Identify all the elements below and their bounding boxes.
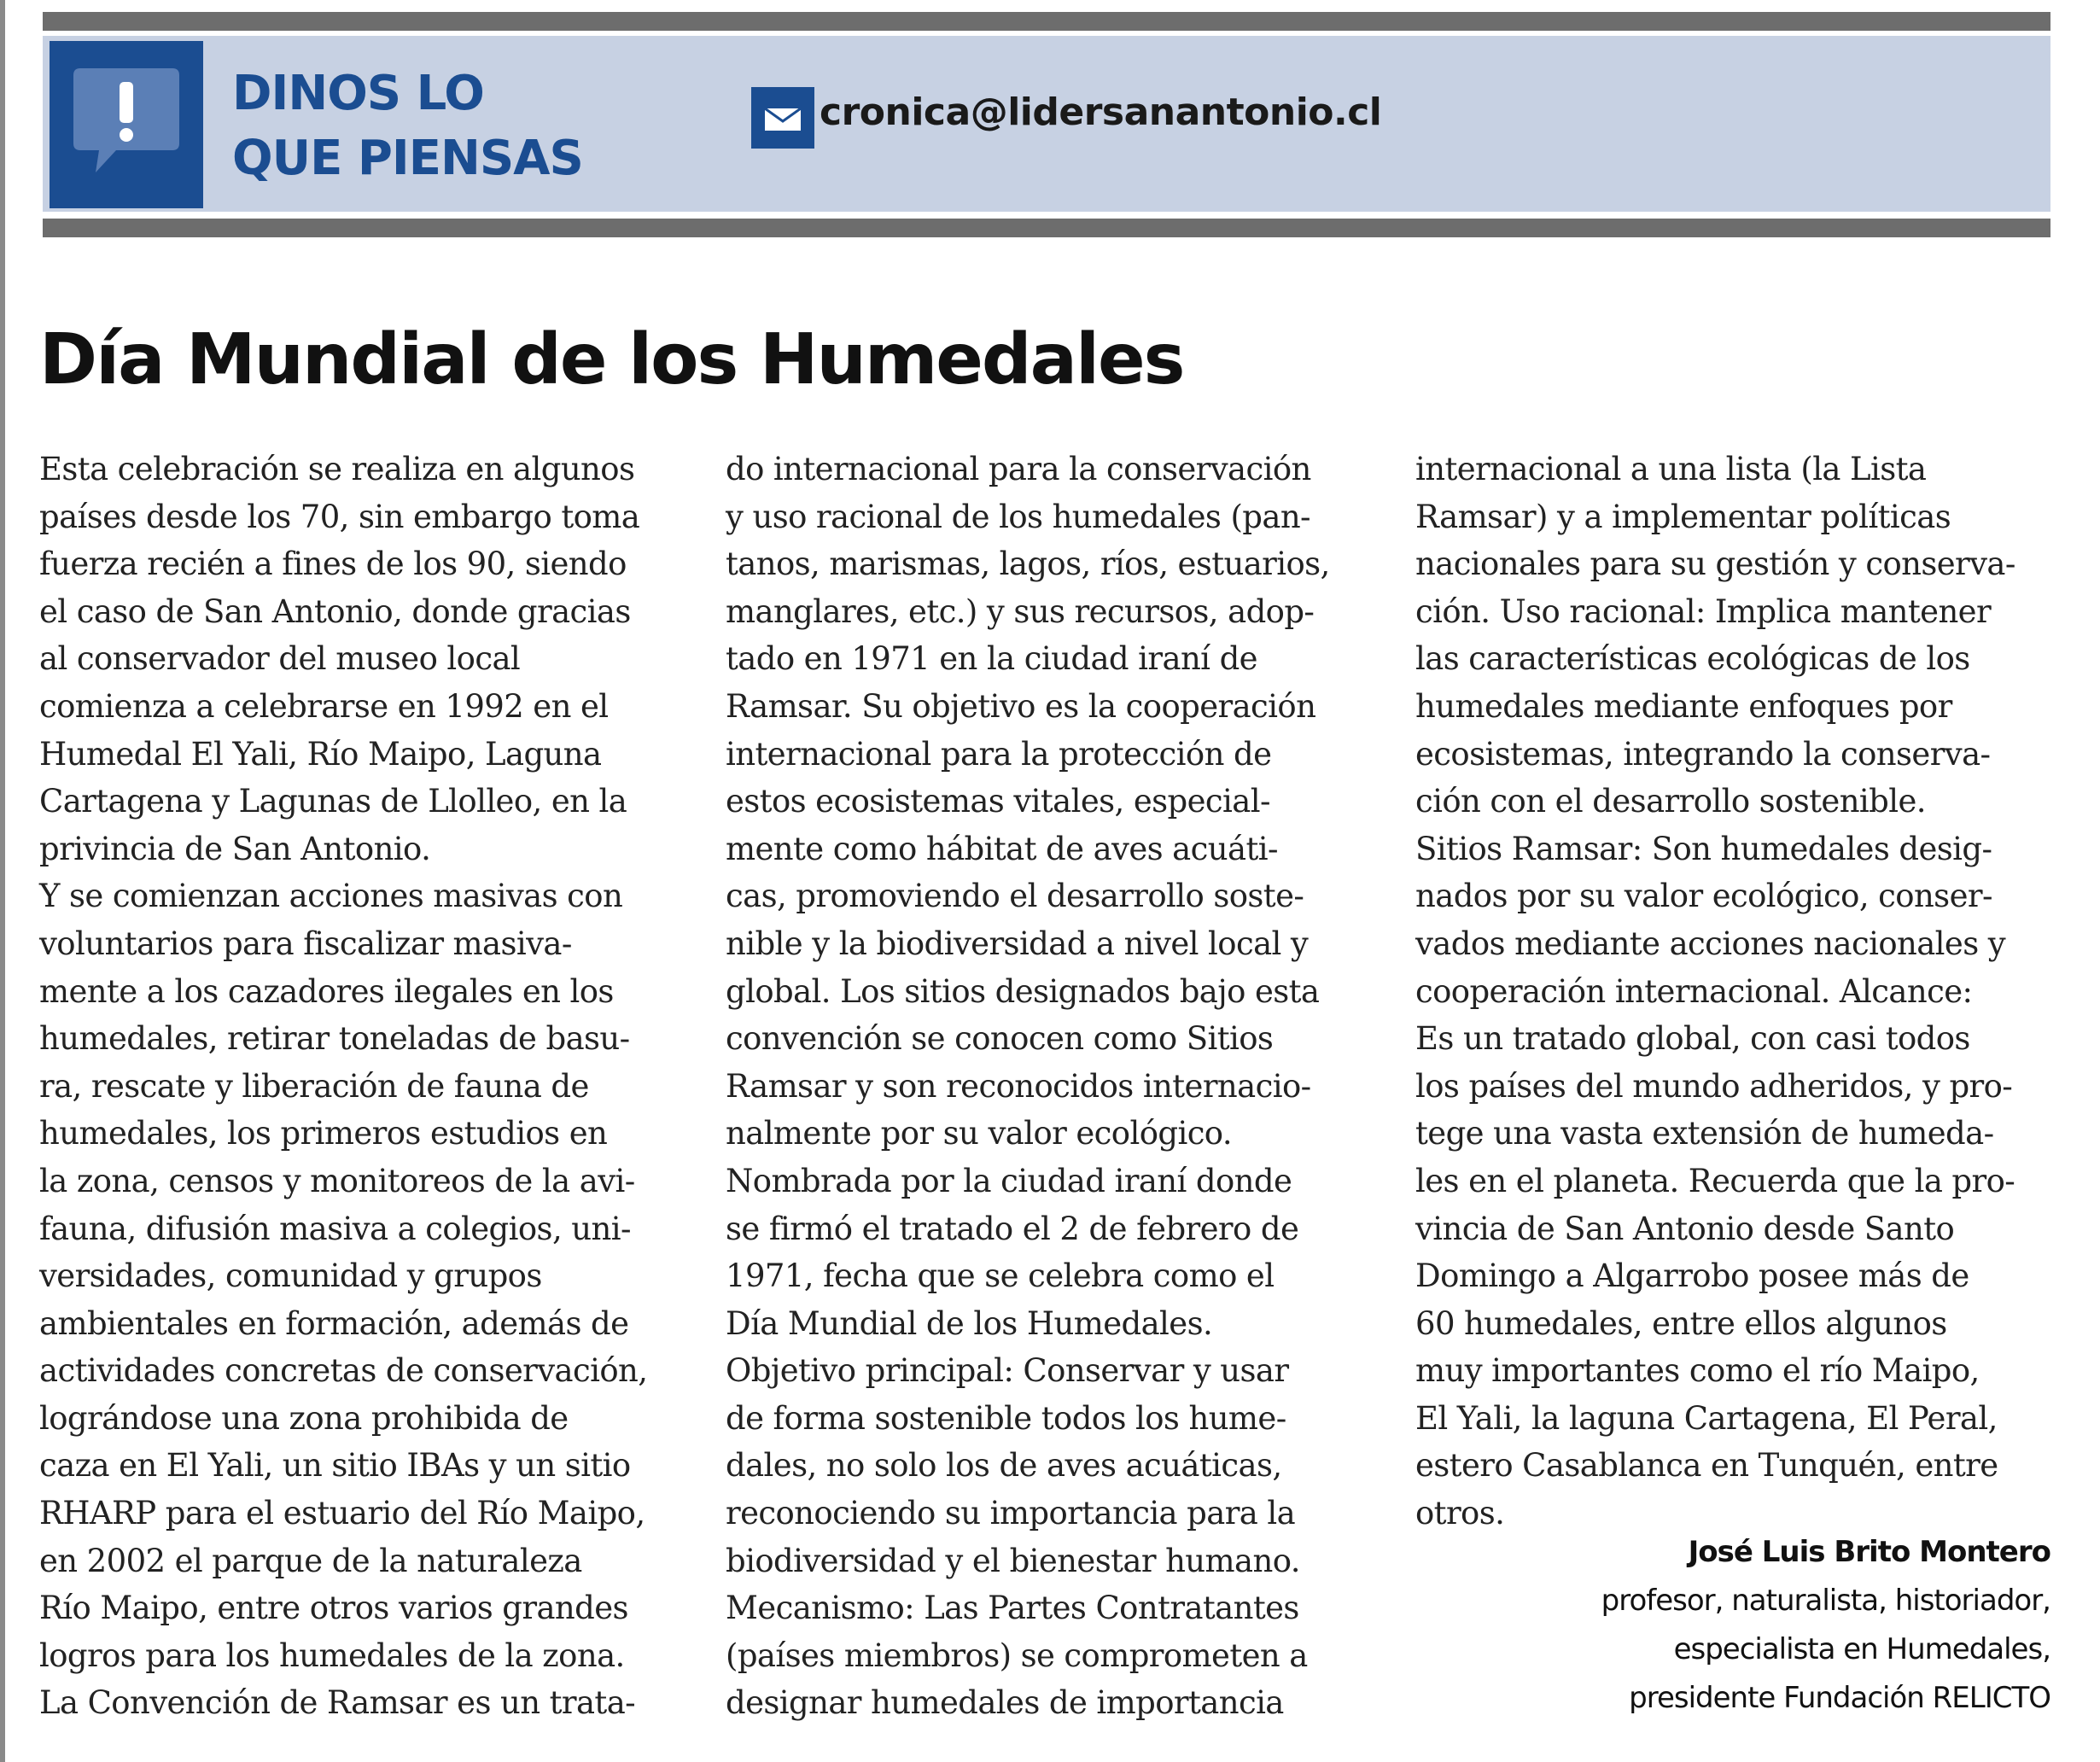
text-line: en 2002 el parque de la naturaleza xyxy=(39,1542,582,1579)
exclamation-badge xyxy=(50,41,203,208)
article-column-3 xyxy=(1415,446,2064,1537)
text-line: los países del mundo adheridos, y pro- xyxy=(1415,1067,2013,1105)
text-line: global. Los sitios designados bajo esta xyxy=(726,972,1320,1010)
text-line: privincia de San Antonio. xyxy=(39,830,431,867)
text-line: 60 humedales, entre ellos algunos xyxy=(1415,1304,1947,1342)
text-line: Domingo a Algarrobo posee más de xyxy=(1415,1257,1969,1295)
text-line: actividades concretas de conservación, xyxy=(39,1352,648,1390)
text-line: muy importantes como el río Maipo, xyxy=(1415,1352,1980,1390)
section-title-line-2: QUE PIENSAS xyxy=(232,131,583,186)
text-line: Cartagena y Lagunas de Llolleo, en la xyxy=(39,783,627,820)
text-line: mente a los cazadores ilegales en los xyxy=(39,972,614,1010)
text-line: Nombrada por la ciudad iraní donde xyxy=(726,1162,1292,1199)
article-column-1 xyxy=(39,446,688,1727)
text-line: Río Maipo, entre otros varios grandes xyxy=(39,1590,628,1627)
text-line: Sitios Ramsar: Son humedales desig- xyxy=(1415,830,1992,867)
header-bottom-rule xyxy=(43,219,2050,237)
text-line: comienza a celebrarse en 1992 en el xyxy=(39,687,609,725)
text-line: vincia de San Antonio desde Santo xyxy=(1415,1210,1955,1247)
text-line: manglares, etc.) y sus recursos, adop- xyxy=(726,592,1315,630)
text-line: cas, promoviendo el desarrollo soste- xyxy=(726,878,1304,915)
text-line: lográndose una zona prohibida de xyxy=(39,1399,569,1437)
text-line: las características ecológicas de los xyxy=(1415,640,1970,678)
section-title-line-1: DINOS LO xyxy=(232,66,484,121)
text-line: do internacional para la conservación xyxy=(726,451,1311,487)
text-line: nible y la biodiversidad a nivel local y xyxy=(726,925,1309,962)
text-line: Mecanismo: Las Partes Contratantes xyxy=(726,1590,1299,1627)
text-line: Ramsar) y a implementar políticas xyxy=(1415,498,1951,535)
author-title-line-3: presidente Fundación RELICTO xyxy=(1629,1681,2050,1715)
text-line: ción. Uso racional: Implica mantener xyxy=(1415,592,1992,630)
author-signature xyxy=(1601,1528,2050,1723)
left-margin-rule xyxy=(0,0,5,1762)
article-column-2 xyxy=(726,446,1374,1727)
speech-bubble-exclamation-icon xyxy=(67,61,186,190)
article-headline: Día Mundial de los Humedales xyxy=(39,319,1184,400)
text-line: estero Casablanca en Tunquén, entre xyxy=(1415,1447,1998,1485)
text-line: el caso de San Antonio, donde gracias xyxy=(39,592,631,630)
header-top-rule xyxy=(43,12,2050,31)
text-line: caza en El Yali, un sitio IBAs y un sitio xyxy=(39,1447,631,1485)
text-line: biodiversidad y el bienestar humano. xyxy=(726,1542,1300,1579)
text-line: (países miembros) se comprometen a xyxy=(726,1637,1308,1674)
text-line: fauna, difusión masiva a colegios, uni- xyxy=(39,1210,631,1247)
envelope-icon xyxy=(764,108,802,131)
text-line: humedales, los primeros estudios en xyxy=(39,1115,608,1152)
text-line: 1971, fecha que se celebra como el xyxy=(726,1257,1275,1295)
text-line: nacionales para su gestión y conserva- xyxy=(1415,546,2015,583)
text-line: y uso racional de los humedales (pan- xyxy=(726,498,1310,535)
text-line: El Yali, la laguna Cartagena, El Peral, xyxy=(1415,1399,1998,1437)
text-line: nados por su valor ecológico, conser- xyxy=(1415,878,1992,915)
text-line: humedales, retirar toneladas de basu- xyxy=(39,1020,630,1058)
text-line: ambientales en formación, además de xyxy=(39,1304,629,1342)
author-title-line-2: especialista en Humedales, xyxy=(1673,1632,2050,1666)
text-line: Ramsar. Su objetivo es la cooperación xyxy=(726,687,1316,725)
author-title-line-1: profesor, naturalista, historiador, xyxy=(1601,1584,2050,1618)
text-line: vados mediante acciones nacionales y xyxy=(1415,925,2006,962)
text-line: RHARP para el estuario del Río Maipo, xyxy=(39,1495,645,1532)
text-line: Día Mundial de los Humedales. xyxy=(726,1304,1213,1342)
text-line: designar humedales de importancia xyxy=(726,1684,1284,1722)
text-line: Es un tratado global, con casi todos xyxy=(1415,1020,1970,1058)
text-line: Objetivo principal: Conservar y usar xyxy=(726,1352,1289,1390)
text-line: la zona, censos y monitoreos de la avi- xyxy=(39,1162,635,1199)
text-line: países desde los 70, sin embargo toma xyxy=(39,498,640,535)
text-line: humedales mediante enfoques por xyxy=(1415,687,1952,725)
text-line: nalmente por su valor ecológico. xyxy=(726,1115,1232,1152)
text-line: voluntarios para fiscalizar masiva- xyxy=(39,925,572,962)
text-line: tado en 1971 en la ciudad iraní de xyxy=(726,640,1257,678)
text-line: convención se conocen como Sitios xyxy=(726,1020,1274,1058)
email-icon-box xyxy=(751,87,814,149)
text-line: mente como hábitat de aves acuáti- xyxy=(726,830,1278,867)
contact-email[interactable] xyxy=(751,87,1381,155)
text-line: cooperación internacional. Alcance: xyxy=(1415,972,1973,1010)
text-line: internacional para la protección de xyxy=(726,735,1272,773)
text-line: logros para los humedales de la zona. xyxy=(39,1637,625,1674)
text-line: fuerza recién a fines de los 90, siendo xyxy=(39,546,627,583)
section-title xyxy=(232,61,583,191)
text-line: versidades, comunidad y grupos xyxy=(39,1257,542,1295)
text-line: de forma sostenible todos los hume- xyxy=(726,1399,1286,1437)
text-line: se firmó el tratado el 2 de febrero de xyxy=(726,1210,1299,1247)
text-line: reconociendo su importancia para la xyxy=(726,1495,1296,1532)
text-line: ecosistemas, integrando la conserva- xyxy=(1415,735,1991,773)
text-line: dales, no solo los de aves acuáticas, xyxy=(726,1447,1282,1485)
text-line: les en el planeta. Recuerda que la pro- xyxy=(1415,1162,2015,1199)
text-line: Humedal El Yali, Río Maipo, Laguna xyxy=(39,735,602,773)
text-line: al conservador del museo local xyxy=(39,640,521,678)
opinion-header-band xyxy=(43,36,2050,212)
text-line: Y se comienzan acciones masivas con xyxy=(39,878,623,915)
text-line: La Convención de Ramsar es un trata- xyxy=(39,1684,636,1722)
text-line: ción con el desarrollo sostenible. xyxy=(1415,783,1926,820)
author-name: José Luis Brito Montero xyxy=(1688,1535,2050,1569)
text-line: tege una vasta extensión de humeda- xyxy=(1415,1115,1994,1152)
text-line: ra, rescate y liberación de fauna de xyxy=(39,1067,589,1105)
text-line: otros. xyxy=(1415,1495,1505,1532)
text-line: Esta celebración se realiza en algunos xyxy=(39,451,635,487)
text-line: internacional a una lista (la Lista xyxy=(1415,451,1927,487)
text-line: Ramsar y son reconocidos internacio- xyxy=(726,1067,1311,1105)
text-line: estos ecosistemas vitales, especial- xyxy=(726,783,1270,820)
email-address[interactable]: cronica@lidersanantonio.cl xyxy=(820,90,1382,134)
text-line: tanos, marismas, lagos, ríos, estuarios, xyxy=(726,546,1330,583)
